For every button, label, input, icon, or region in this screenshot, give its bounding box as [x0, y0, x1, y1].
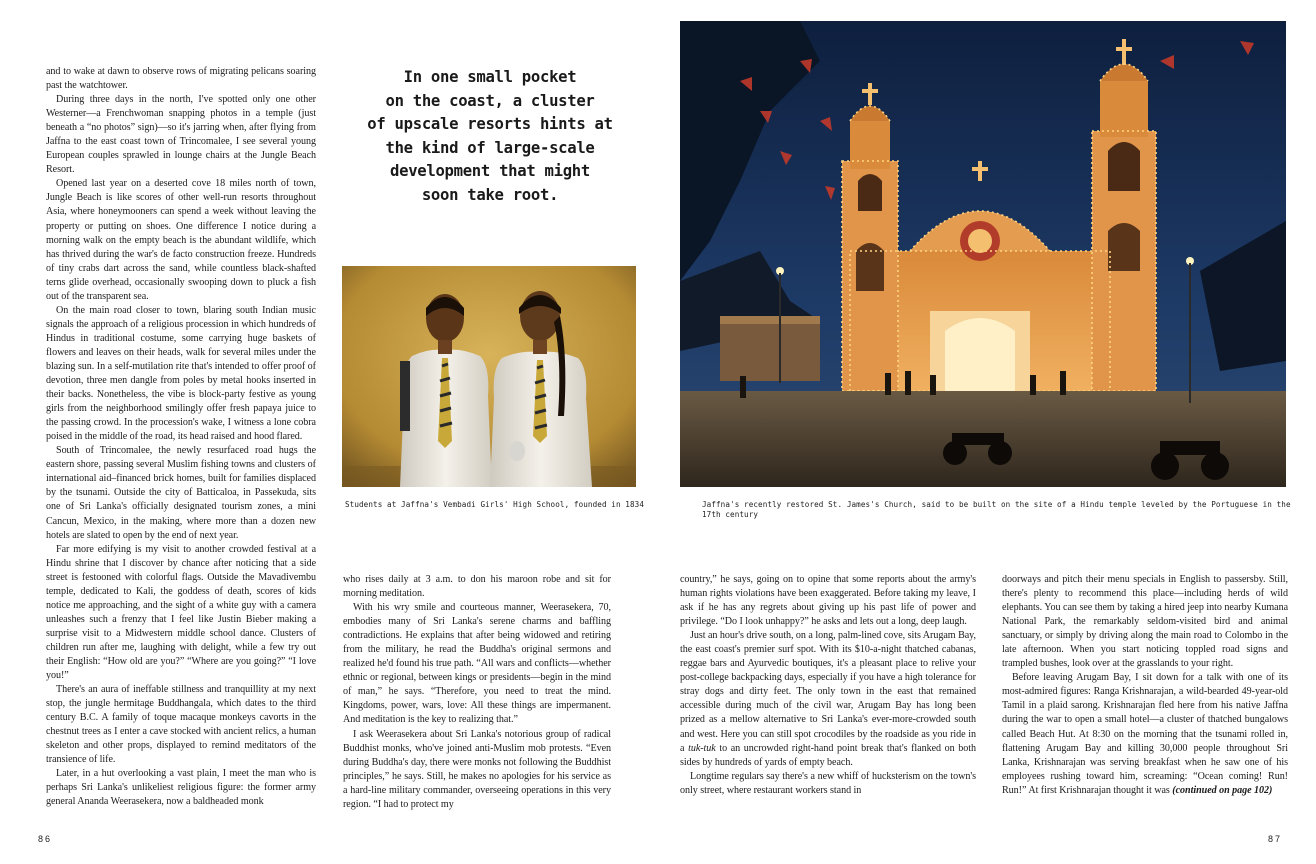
pull-quote: [345, 66, 635, 207]
paragraph: Opened last year on a deserted cove 18 miles north of town, Jungle Beach is like scores of other well-run resorts throughout Asia, where honeymooners can spend a week without leaving the property or putting on shoes. One difference I notice during a morning walk on the empty beach is the abundant wildlife, which has thrived during the war's de facto construction freeze. Hundreds of tiny crabs dart across the sand, while countless black-shafted terns glide overhead, occasionally swooping down to pluck a fish out of the transparent sea.: [46, 178, 316, 302]
photo-caption-students: Students at Jaffna's Vembadi Girls' High School, founded in 1834: [345, 500, 644, 509]
paragraph: With his wry smile and courteous manner, Weerasekera, 70, embodies many of Sri Lanka's serene charms and baffling contradictions. He explains that after being widowed and retiring from the military, he read the Buddha's original sermons and realized he'd found his true path. “All wars and conflicts—whether ethnic or regional, between kings or presidents—begin in the mind of man,” he says. “Therefore, you need to treat the mind. Kingdoms, power, wars, love: All these things are impermanent. And meditation is the key to realizing that.”: [343, 602, 611, 726]
pull-quote-line: the kind of large-scale: [385, 138, 595, 157]
article-column-2: [343, 573, 611, 812]
paragraph-text: Before leaving Arugam Bay, I sit down for a talk with one of its most-admired figures: Ranga Krishnarajan, a wild-bearded 49-year-old Tamil in a plaid sarong. Krishnarajan fled here from his native Jaffna during the war to open a small hotel—a cluster of thatched bungalows called Beach Hut. At 8:30 on the morning that the tsunami rolled in, flattening Arugam Bay and killing 30,000 people throughout Sri Lanka, Krishnarajan was serving breakfast when he saw one of his employees rushing toward him, screaming: “Ocean coming! Run! Run!” At first Krishnarajan thought it was: [1002, 672, 1288, 796]
paragraph: who rises daily at 3 a.m. to don his maroon robe and sit for morning meditation.: [343, 574, 611, 600]
paragraph-text: to an uncrowded right-hand point break that's flanked on both sides by hundreds of yards of empty beach.: [680, 742, 976, 768]
students-photo: [342, 266, 636, 487]
paragraph: There's an aura of ineffable stillness and tranquillity at my next stop, the jungle hermitage Buddhangala, which dates to the third century B.C. A family of toque macaque monkeys cavorts in the chestnut trees as I enter a cave stocked with ancient relics, a human skeleton and other props, displayed to remind meditators of the transience of life.: [46, 684, 316, 766]
italic-term: tuk-tuk: [688, 742, 716, 754]
paragraph: On the main road closer to town, blaring south Indian music signals the approach of a religious procession in which hundreds of Hindus in traditional costume, some carrying huge baskets of flowers and leaves on their heads, walk for several miles under the blazing sun. In a self-mutilation rite that's intended to offer proof of devotion, three men dangle from poles by metal hooks inserted in their backs. Nonetheless, the vibe is block-party festive as young girls from the neighborhood smilingly offer fresh papaya juice to the passing crowd. In the procession's wake, I witness a lone cobra poised in the middle of the road, its head raised and hood flared.: [46, 304, 316, 443]
paragraph: Far more edifying is my visit to another crowded festival at a Hindu shrine that I discover by chance after noticing that a side street is festooned with colorful flags. Outside the Mavadivembu temple, dedicated to Kali, the goddess of death, scores of kids notice me approaching, and the sight of a white guy with a camera unleashes such a frenzy that I feel like Justin Bieber making a surprise visit to a Midwestern middle school dance. Clusters of children run after me, laughing with delight, while a few try out their English: “How old are you?” “Where are you going?” “I love you!”: [46, 543, 316, 682]
paragraph-text: Just an hour's drive south, on a long, palm-lined cove, sits Arugam Bay, the east coast's premier surf spot. With its $10-a-night thatched cabanas, reggae bars and Ayurvedic boutiques, it's a pleasant place to relive your post-college backpacking days, especially if you have a high tolerance for stray dogs and dirty feet. The only town in the east that remained accessible during much of the civil war, Arugam Bay has long been prized as a mellow alternative to Sri Lanka's ever-more-crowded south and west. Here you can still spot crocodiles by the roadside as you ride in a: [680, 630, 976, 754]
paragraph: I ask Weerasekera about Sri Lanka's notorious group of radical Buddhist monks, who've joined anti-Muslim mob protests. “Even during Buddha's day, there were monks not following the Buddhist principles,” he says. Still, he makes no apologies for his service as a hard-line military commander, overseeing operations in this very region. “I had to protect my: [343, 728, 611, 810]
paragraph: South of Trincomalee, the newly resurfaced road hugs the eastern shore, passing several Muslim fishing towns and clusters of international aid–financed brick homes, built for families displaced by the tsunami. Outside the city of Batticaloa, in Passekuda, sits one of Sri Lanka's officially designated tourism zones, a mini Cancun, Mexico, in the making, where more than a dozen new hotels are slated to open by the end of next year.: [46, 445, 316, 541]
pull-quote-line: soon take root.: [421, 185, 559, 204]
paragraph: Longtime regulars say there's a new whiff of hucksterism on the town's only street, where restaurant workers stand in: [680, 770, 976, 796]
pull-quote-line: In one small pocket: [403, 68, 577, 86]
paragraph: [1002, 671, 1288, 797]
photo-caption-church: Jaffna's recently restored St. James's Church, said to be built on the site of a Hindu temple leveled by the Portuguese in the 17th century: [702, 500, 1291, 519]
article-column-1: [46, 65, 316, 809]
pull-quote-line: of upscale resorts hints at: [367, 115, 613, 133]
church-photo: [680, 21, 1286, 487]
right-page: [658, 0, 1316, 864]
pull-quote-line: on the coast, a cluster: [385, 91, 595, 110]
paragraph: During three days in the north, I've spotted only one other Westerner—a Frenchwoman snapping photos in a temple (just beneath a “no photos” sign)—so it's jarring when, after flying from Jaffna to the east coast town of Trincomalee, I see several young European couples sprawled in lounge chairs at the Jungle Beach Resort.: [46, 94, 316, 176]
paragraph: and to wake at dawn to observe rows of migrating pelicans soaring past the watchtower.: [46, 66, 316, 92]
paragraph: doorways and pitch their menu specials in English to passersby. Still, there's plenty to recommend this place—including herds of wild elephants. You can see them by taking a hired jeep into nearby Kumana National Park, the remarkably seldom-visited bird and animal sanctuary, or simply by driving along the main road to Colombo in the late afternoon. When you start noticing toppled road signs and trampled bushes, look over at the grasslands to your right.: [1002, 574, 1288, 670]
article-column-3: [680, 573, 976, 798]
article-column-4: [1002, 573, 1288, 798]
page-number-left: 86: [38, 834, 53, 844]
paragraph: Later, in a hut overlooking a vast plain, I meet the man who is perhaps Sri Lanka's unlikeliest religious figure: the former army general Ananda Weerasekera, now a baldheaded monk: [46, 768, 316, 808]
pull-quote-line: development that might: [390, 162, 590, 180]
paragraph: country,” he says, going on to opine that some reports about the army's human rights violations have been exaggerated. Before taking my leave, I ask if he has any regrets about giving up his past life of power and privilege. “Do I look unhappy?” he asks and lets out a long, deep laugh.: [680, 574, 976, 628]
paragraph: [680, 629, 976, 769]
continued-jump-link: (continued on page 102): [1172, 784, 1273, 796]
page-number-right: 87: [1268, 834, 1283, 844]
